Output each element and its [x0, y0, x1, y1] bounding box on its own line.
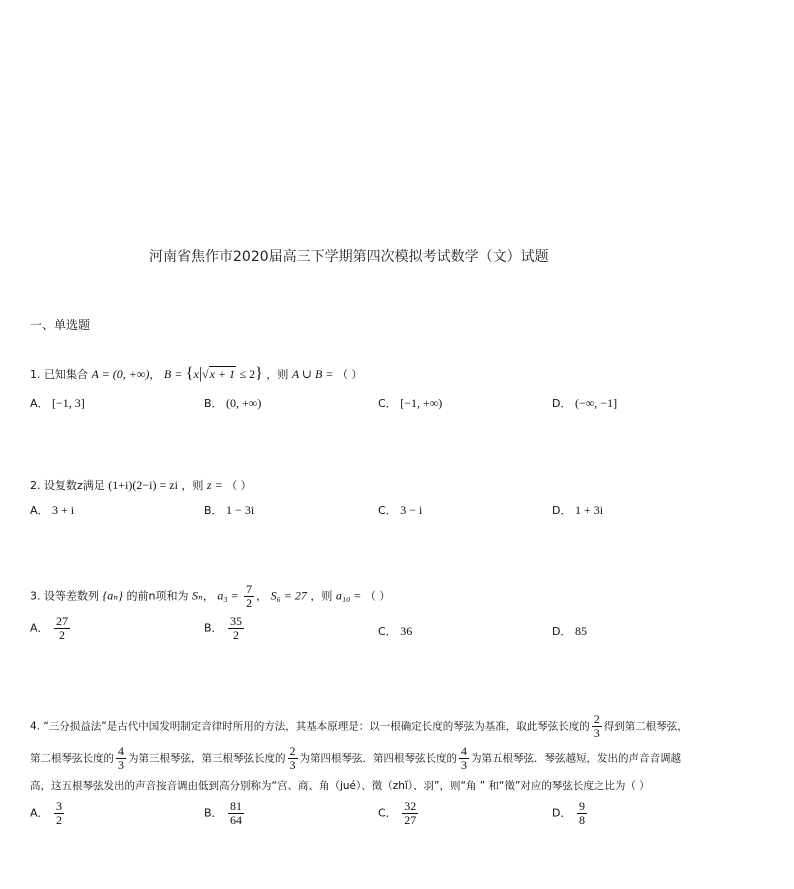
- math-s6: S₆ = 27: [270, 588, 307, 603]
- math-radicand: x + 1: [209, 367, 236, 381]
- fraction-numerator: 27: [56, 614, 69, 628]
- question-number: 2.: [30, 479, 41, 492]
- option-letter: C．: [378, 625, 397, 638]
- brace-close: }: [255, 365, 263, 382]
- option-letter: D．: [552, 806, 572, 820]
- fraction-denominator: 3: [289, 758, 296, 772]
- option-b[interactable]: [204, 502, 254, 518]
- fraction-denominator: 2: [233, 628, 240, 642]
- math-expr: A ∪ B =: [291, 367, 334, 381]
- option-d[interactable]: [552, 800, 589, 827]
- question-3: [30, 583, 390, 610]
- option-letter: C．: [378, 397, 397, 410]
- answer-paren: （ ）: [336, 368, 363, 381]
- option-text: 1 − 3i: [226, 503, 255, 517]
- question-number: 3.: [30, 589, 41, 603]
- question-text: 的前n项和为: [126, 589, 189, 603]
- question-text: 为第三根琴弦，第三根琴弦长度的: [128, 752, 286, 765]
- question-text: 4. “三分损益法”是古代中国发明制定音律时所用的方法，其基本原理是：以一根确定长度的琴弦为基准，取此琴弦长度的: [30, 720, 590, 733]
- fraction-numerator: 9: [578, 799, 585, 813]
- fraction-numerator: 4: [118, 744, 124, 758]
- punct: ，: [256, 589, 268, 603]
- option-text: 36: [400, 624, 413, 638]
- question-text: 得到第二根琴弦，: [603, 720, 688, 733]
- question-text: 为第五根琴弦．琴弦越短，发出的声音音调越: [471, 752, 681, 765]
- fraction: [288, 745, 298, 772]
- option-b[interactable]: [204, 395, 261, 411]
- fraction: [228, 800, 244, 827]
- fraction-numerator: 7: [246, 582, 253, 596]
- option-letter: B．: [204, 621, 223, 635]
- punct: ，: [202, 589, 214, 603]
- math-a10: a₁₀ =: [335, 588, 362, 603]
- question-text: ，则: [310, 589, 333, 603]
- question-text: 为第四根琴弦．第四根琴弦长度的: [299, 752, 457, 765]
- option-a[interactable]: [30, 800, 66, 827]
- option-letter: A．: [30, 621, 49, 635]
- option-letter: A．: [30, 806, 49, 820]
- fraction-denominator: 27: [404, 813, 417, 827]
- option-text: (0, +∞): [226, 396, 262, 410]
- option-letter: D．: [552, 504, 572, 517]
- option-a[interactable]: [30, 395, 85, 411]
- fraction-denominator: 2: [59, 628, 66, 642]
- fraction-denominator: 8: [578, 813, 585, 827]
- fraction-numerator: 81: [230, 799, 243, 813]
- question-number: 1.: [30, 368, 41, 381]
- bar: |: [198, 365, 203, 382]
- fraction-denominator: 64: [230, 813, 243, 827]
- math-sn: Sₙ: [191, 588, 203, 603]
- question-text: ，则: [266, 368, 289, 381]
- answer-paren: （ ）: [364, 589, 391, 603]
- fraction-numerator: 4: [461, 744, 467, 758]
- fraction-denominator: 3: [118, 758, 124, 772]
- option-letter: C．: [378, 504, 397, 517]
- question-text: ，则: [181, 479, 204, 492]
- section-heading: 一、单选题: [30, 318, 91, 332]
- answer-paren: （ ）: [226, 479, 252, 492]
- brace-open: {: [185, 365, 194, 382]
- fraction: [244, 583, 254, 610]
- option-letter: B．: [204, 806, 223, 820]
- math-expr: (1+i)(2−i) = zi: [108, 478, 178, 492]
- option-a[interactable]: [30, 615, 72, 642]
- option-c[interactable]: [378, 623, 412, 639]
- fraction: [54, 615, 70, 642]
- sqrt-sign: √: [202, 367, 209, 381]
- option-a[interactable]: [30, 502, 74, 518]
- option-text: [−1, 3]: [52, 396, 85, 410]
- option-letter: A．: [30, 504, 49, 517]
- option-d[interactable]: [552, 395, 617, 411]
- math-seq: {aₙ}: [102, 588, 123, 603]
- fraction-numerator: 32: [404, 799, 417, 813]
- option-letter: C．: [378, 806, 397, 820]
- option-letter: D．: [552, 397, 572, 410]
- option-letter: B．: [204, 397, 223, 410]
- punct: ，: [149, 368, 161, 381]
- option-b[interactable]: [204, 800, 246, 827]
- math-var: x: [193, 367, 199, 381]
- fraction-numerator: 35: [230, 614, 243, 628]
- question-text: 设等差数列: [44, 589, 99, 603]
- option-text: 1 + 3i: [574, 503, 604, 517]
- option-d[interactable]: [552, 502, 603, 518]
- question-1: [30, 367, 362, 382]
- option-letter: A．: [30, 397, 49, 410]
- fraction: [592, 713, 602, 740]
- fraction: [402, 800, 418, 827]
- math-set-b-lhs: B =: [163, 367, 183, 381]
- question-4-line-1: [30, 713, 688, 740]
- math-z: z =: [206, 478, 223, 492]
- option-b[interactable]: [204, 615, 246, 642]
- fraction-numerator: 2: [289, 744, 296, 758]
- fraction-denominator: 3: [593, 726, 600, 740]
- fraction-denominator: 2: [56, 813, 63, 827]
- option-text: 3 − i: [400, 503, 423, 517]
- option-letter: B．: [204, 504, 223, 517]
- option-c[interactable]: [378, 502, 422, 518]
- fraction-numerator: 2: [593, 712, 600, 726]
- option-text: (−∞, −1]: [574, 396, 618, 410]
- math-cond: ≤ 2: [239, 367, 256, 381]
- fraction: [577, 800, 587, 827]
- page-title: 河南省焦作市2020届高三下学期第四次模拟考试数学（文）试题: [149, 249, 549, 265]
- fraction: [116, 745, 126, 772]
- question-4-line-2: [30, 745, 681, 772]
- option-c[interactable]: [378, 800, 420, 827]
- option-text: 3 + i: [52, 503, 75, 517]
- fraction-numerator: 3: [56, 799, 63, 813]
- question-text: 已知集合: [44, 368, 88, 381]
- fraction: [54, 800, 64, 827]
- option-text: [−1, +∞): [400, 396, 443, 410]
- fraction: [228, 615, 244, 642]
- question-2: [30, 478, 252, 493]
- question-4-line-3: 高，这五根琴弦发出的声音按音调由低到高分别称为“宫、商、角（jué）、徵（zhǐ）、羽”，则“角 ” 和“徵”对应的琴弦长度之比为（ ）: [30, 780, 650, 792]
- math-a3: a₃ =: [217, 588, 239, 603]
- question-text: 设复数z满足: [44, 479, 105, 492]
- question-text: 第二根琴弦长度的: [30, 752, 114, 765]
- math-set-a: A = (0, +∞): [91, 367, 150, 381]
- fraction-denominator: 3: [461, 758, 467, 772]
- option-c[interactable]: [378, 395, 442, 411]
- fraction-denominator: 2: [246, 596, 253, 610]
- option-letter: D．: [552, 625, 572, 638]
- fraction: [459, 745, 469, 772]
- option-text: 85: [574, 624, 587, 638]
- option-d[interactable]: [552, 623, 587, 639]
